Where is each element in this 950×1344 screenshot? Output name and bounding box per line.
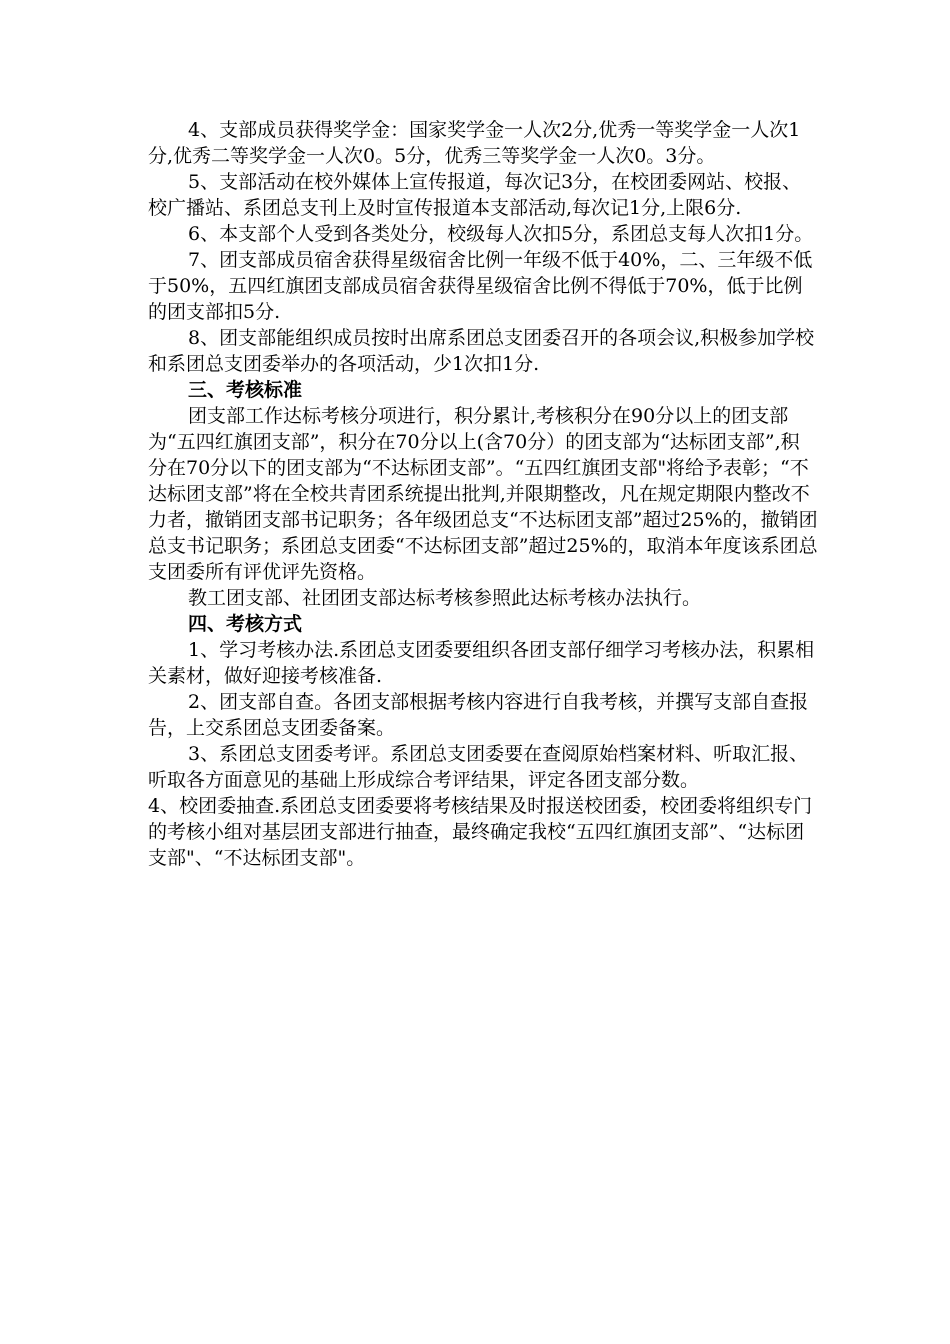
- paragraph-standards: 团支部工作达标考核分项进行，积分累计,考核积分在90分以上的团支部为“五四红旗团支部”，积分在70分以上(含70分）的团支部为“达标团支部”,积分在70分以下的团支部为“不达标团支部”。“五四红旗团支部"将给予表彰；“不达标团支部”将在全校共青团系统提出批判,并限期整改，凡在规定期限内整改不力者，撤销团支部书记职务；各年级团总支“不达标团支部”超过25%的，撤销团总支书记职务；系团总支团委“不达标团支部”超过25%的，取消本年度该系团总支团委所有评优评先资格。: [148, 405, 818, 583]
- paragraph-dormitory: 7、团支部成员宿舍获得星级宿舍比例一年级不低于40%，二、三年级不低于50%，五四红旗团支部成员宿舍获得星级宿舍比例不得低于70%，低于比例的团支部扣5分.: [148, 249, 813, 323]
- paragraph-meetings: 8、团支部能组织成员按时出席系团总支团委召开的各项会议,积极参加学校和系团总支团委举办的各项活动，少1次扣1分.: [148, 327, 815, 375]
- document-body: [148, 117, 818, 871]
- paragraph-scholarship: 4、支部成员获得奖学金：国家奖学金一人次2分,优秀一等奖学金一人次1分,优秀二等奖学金一人次0。5分，优秀三等奖学金一人次0。3分。: [148, 119, 801, 167]
- section-heading-standards: 三、考核标准: [188, 379, 303, 401]
- paragraph-punishment: 6、本支部个人受到各类处分，校级每人次扣5分，系团总支每人次扣1分。: [188, 223, 814, 245]
- paragraph-spot-check: 4、校团委抽查.系团总支团委要将考核结果及时报送校团委，校团委将组织专门的考核小组对基层团支部进行抽查，最终确定我校“五四红旗团支部”、“达标团支部"、“不达标团支部"。: [148, 795, 813, 869]
- paragraph-staff-branches: 教工团支部、社团团支部达标考核参照此达标考核办法执行。: [188, 587, 702, 609]
- paragraph-self-check: 2、团支部自查。各团支部根据考核内容进行自我考核，并撰写支部自查报告，上交系团总支团委备案。: [148, 691, 809, 739]
- section-heading-methods: 四、考核方式: [188, 613, 303, 635]
- paragraph-publicity: 5、支部活动在校外媒体上宣传报道，每次记3分，在校团委网站、校报、校广播站、系团总支刊上及时宣传报道本支部活动,每次记1分,上限6分.: [148, 171, 802, 219]
- paragraph-study-methods: 1、学习考核办法.系团总支团委要组织各团支部仔细学习考核办法，积累相关素材，做好迎接考核准备.: [148, 639, 815, 687]
- paragraph-evaluation: 3、系团总支团委考评。系团总支团委要在查阅原始档案材料、听取汇报、听取各方面意见的基础上形成综合考评结果，评定各团支部分数。: [148, 743, 809, 791]
